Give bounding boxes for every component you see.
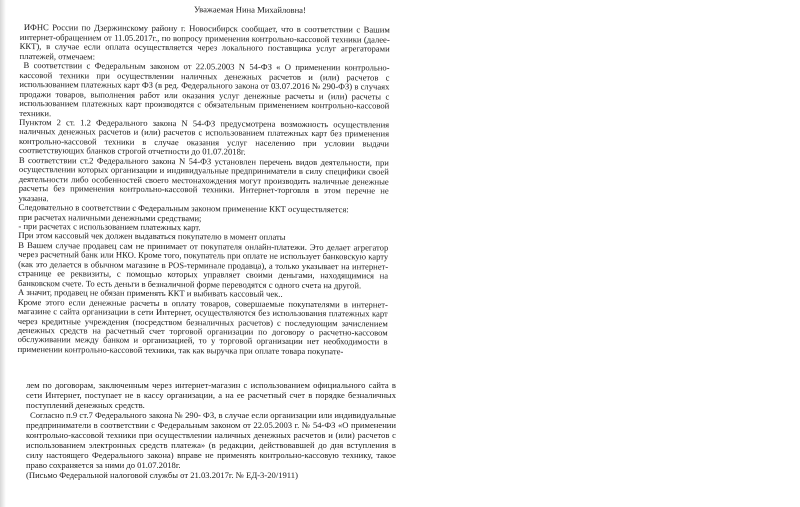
- conclusion-paragraph: Следовательно в соответствии с Федеральным законом применение ККТ осуществляется:: [18, 202, 349, 215]
- law-290fz-paragraph: Согласно п.9 ст.7 Федерального закона № 290- ФЗ, в случае если организации или индивидуальные предприниматели в соответствии с Федеральным законом от 22.05.2003 г. № 54-ФЗ «О применении контрольно-кассовой техники при осуществлении наличных денежных расчетов и (или) расчетов с использованием электронных средств платежа» (в редакции, действовавшей до дня вступления в силу настоящего Федерального закона) вправе не применять контрольно-кассовую технику, такое право сохраняется за ними до 01.07.2018г.: [26, 410, 396, 470]
- no-kkt-paragraph: А значит, продавец не обязан применять ККТ и выбивать кассовый чек..: [17, 287, 283, 299]
- scan-edge-shadow: [0, 0, 6, 507]
- list-item-cards: - при расчетах с использованием платежных карт.: [18, 220, 201, 233]
- point-2-paragraph: Пунктом 2 ст. 1.2 Федерального закона N 54-ФЗ предусмотрена возможность осуществления наличных денежных расчетов и (или) расчетов с использованием платежных карт без применения контрольно-кассовой техники в случае оказания услуг населению при условии выдачи соответствующих бланков строгой отчетности до 01.07.2018г.: [18, 116, 390, 157]
- letter-upper-page: [18, 4, 390, 357]
- law-54fz-paragraph: В соответствии с Федеральным законом от 22.05.2003 N 54-ФЗ « О применении контрольно-кассовой техники при осуществлении наличных денежных расчетов и (или) расчетов с использованием платежных карт ФЗ (в ред. Федерального закона от 03.07.2016 № 290-ФЗ) в случаях продажи товаров, выполнения работ или оказания услуг денежные расчеты и (или) расчеты с использованием платежных карт производятся с обязательным применением контрольно-кассовой техники.: [19, 60, 390, 118]
- letter-lower-page: [26, 380, 396, 480]
- source-reference: (Письмо Федеральной налоговой службы от 21.03.2017г. № ЕД-3-20/1911): [26, 470, 298, 480]
- intro-paragraph: ИФНС России по Дзержинскому району г. Новосибирск сообщает, что в соответствии с Вашим интернет-обращением от 11.05.2017г., по вопросу применения контрольно-кассовой техники (далее-ККТ), в случае если оплата осуществляется через локального поставщика услуг агрегаторами платежей, отмечаем:: [19, 22, 390, 62]
- aggregator-paragraph: В Вашем случае продавец сам не принимает от покупателя онлайн-платежи. Это делает агрегатор через расчетный банк или НКО. Кроме того, покупатель при оплате не использует банковскую карту (как это делается в обычном магазине в POS-терминале продавца), а только указывает на интернет-странице ее реквизиты, с помощью которых управляет своими деньгами, находящимися на банковском счете. То есть деньги в безналичной форме переводятся с одного счета на другой.: [18, 239, 389, 291]
- continuation-paragraph: лем по договорам, заключенным через интернет-магазин с использованием официального сайта в сети Интернет, поступает не в кассу организации, а на ее расчетный счет в порядке безналичных поступлений денежных средств.: [26, 380, 396, 410]
- list-item-cash: при расчетах наличными денежными средствами;: [18, 211, 202, 223]
- receipt-paragraph: При этом кассовый чек должен выдаваться покупателю в момент оплаты: [18, 230, 286, 243]
- online-store-paragraph: Кроме этого если денежные расчеты в оплату товаров, совершаемые покупателями в интернет-магазине с сайта организации в сети Интернет, осуществляются без использования платежных карт через кредитные учреждения (посредством безналичных расчетов) с последующим зачислением денежных средств на расчетный счет торговой организации по договору о расчетно-кассовом обслуживании между банком и организацией, то у торговой организации нет необходимости в применении контрольно-кассовой техники, так как выручка при оплате товара покупате-: [17, 296, 388, 357]
- letter-greeting: Уважаемая Нина Михайловна!: [193, 4, 306, 15]
- article-2-paragraph: В соответствии ст.2 Федерального закона N 54-ФЗ установлен перечень видов деятельности, при осуществлении которых организации и индивидуальные предприниматели в силу специфики своей деятельности либо особенностей своего местонахождения могут производить наличные денежные расчеты без применения контрольно-кассовой техники. Интернет-торговля в этом перечне не указана.: [18, 154, 389, 203]
